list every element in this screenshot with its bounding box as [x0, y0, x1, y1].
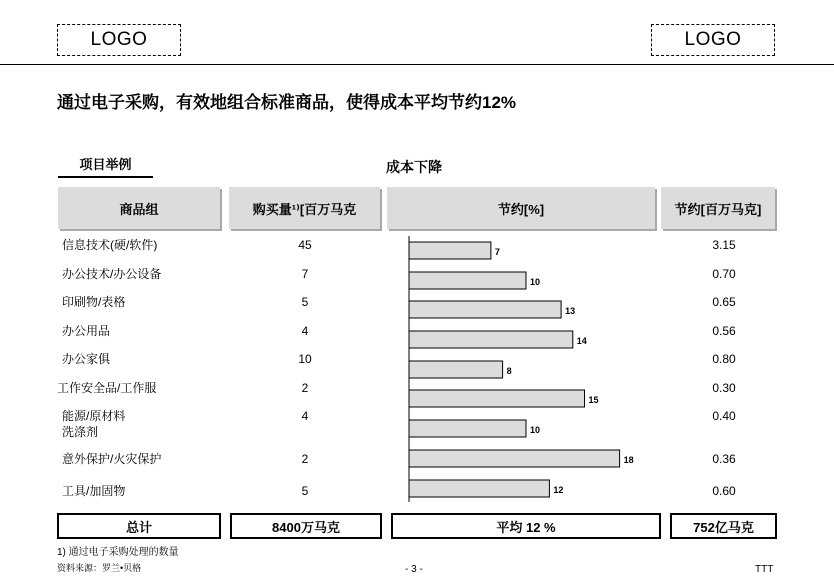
page-title: 通过电子采购，有效地组合标准商品，使得成本平均节约12% — [57, 93, 517, 112]
row-group-0: 信息技术(硬/软件) — [62, 238, 158, 252]
bar-label-4: 8 — [506, 366, 512, 376]
bar-1 — [409, 272, 526, 289]
row-volume-0: 45 — [298, 238, 312, 252]
footnote: 1) 通过电子采购处理的数量 — [57, 547, 179, 558]
bar-3 — [409, 331, 573, 348]
column-header-group: 商品组 — [58, 187, 220, 229]
row-amount-0: 3.15 — [712, 238, 736, 252]
row-group-6-line2: 洗涤剂 — [62, 425, 99, 439]
row-volume-4: 10 — [298, 352, 312, 366]
row-volume-1: 7 — [301, 267, 309, 281]
row-amount-2: 0.65 — [712, 295, 736, 309]
column-header-savings-pct: 节约[%] — [387, 187, 655, 229]
row-group-3: 办公用品 — [62, 324, 111, 338]
row-group-2: 印刷物/表格 — [62, 295, 126, 309]
bar-label-5: 15 — [588, 395, 599, 405]
row-group-4: 办公家俱 — [62, 352, 111, 366]
row-volume-8: 5 — [301, 484, 309, 498]
row-amount-8: 0.60 — [712, 484, 736, 498]
bar-7 — [409, 450, 620, 467]
row-amount-4: 0.80 — [712, 352, 736, 366]
bar-label-6: 10 — [530, 425, 541, 435]
bar-label-3: 14 — [576, 336, 587, 346]
column-header-savings-amount: 节约[百万马克] — [661, 187, 775, 229]
bar-5 — [409, 390, 585, 407]
row-group-7: 意外保护/火灾保护 — [62, 452, 162, 466]
row-amount-3: 0.56 — [712, 324, 736, 338]
example-label: 项目举例 — [58, 156, 153, 178]
row-group-5: 工作安全品/工作服 — [57, 381, 157, 395]
row-amount-1: 0.70 — [712, 267, 736, 281]
bar-4 — [409, 361, 503, 378]
row-amount-6: 0.40 — [712, 409, 736, 423]
row-group-6: 能源/原材料 — [62, 409, 126, 423]
row-volume-3: 4 — [301, 324, 309, 338]
total-amount: 752亿马克 — [670, 513, 777, 539]
bar-6 — [409, 420, 526, 437]
row-group-1: 办公技术/办公设备 — [62, 267, 162, 281]
logo-right: LOGO — [651, 24, 775, 56]
bar-2 — [409, 301, 561, 318]
total-volume: 8400万马克 — [230, 513, 382, 539]
source-note: 资料来源：罗兰•贝格 — [57, 563, 142, 573]
bar-0 — [409, 242, 491, 259]
row-group-8: 工具/加固物 — [62, 484, 126, 498]
row-volume-5: 2 — [301, 381, 309, 395]
total-label: 总计 — [57, 513, 221, 539]
chart-title: 成本下降 — [386, 159, 442, 175]
row-volume-6: 4 — [301, 409, 309, 423]
logo-left: LOGO — [57, 24, 181, 56]
bar-label-0: 7 — [494, 247, 500, 257]
bar-label-1: 10 — [530, 277, 541, 287]
bar-label-2: 13 — [565, 306, 576, 316]
row-amount-7: 0.36 — [712, 452, 736, 466]
bar-label-7: 18 — [623, 455, 634, 465]
row-amount-5: 0.30 — [712, 381, 736, 395]
bar-label-8: 12 — [553, 485, 564, 495]
page-number: - 3 - — [405, 564, 423, 575]
total-average: 平均 12 % — [391, 513, 661, 539]
bar-8 — [409, 480, 549, 497]
row-volume-7: 2 — [301, 452, 309, 466]
row-volume-2: 5 — [301, 295, 309, 309]
column-header-volume: 购买量¹⁾[百万马克 — [229, 187, 380, 229]
footer-tag: TTT — [755, 564, 774, 575]
